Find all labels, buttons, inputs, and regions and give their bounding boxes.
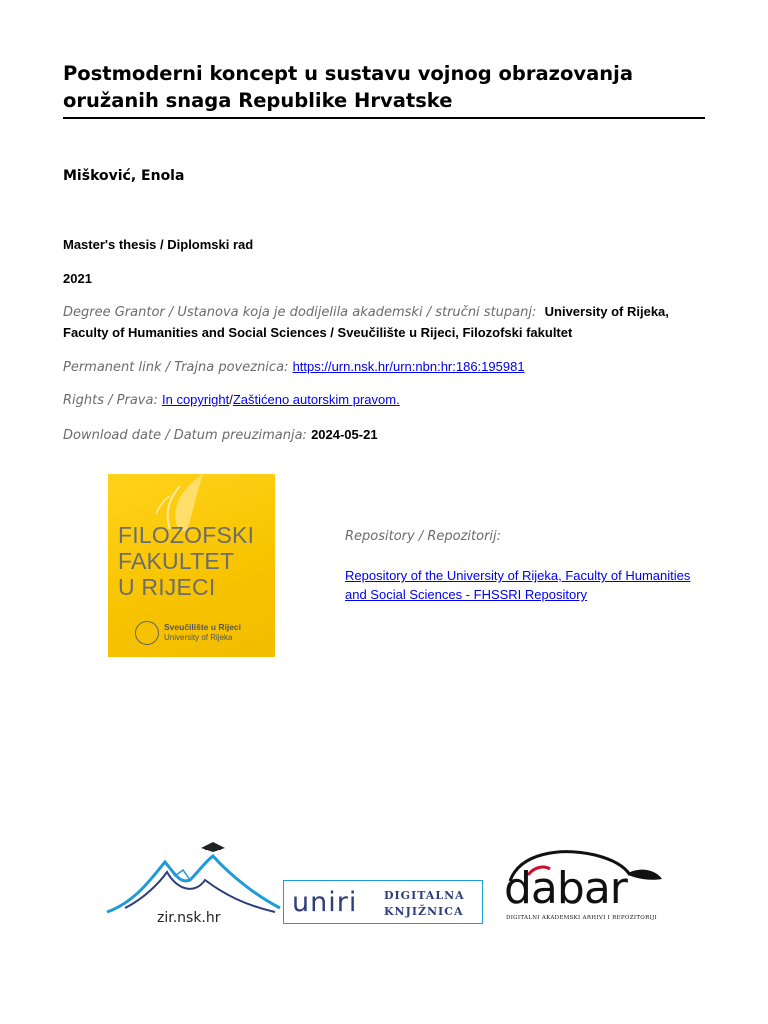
faculty-logo-university-en: University of Rijeka	[164, 633, 233, 642]
degree-grantor	[63, 302, 713, 344]
faculty-logo-line1: FILOZOFSKI	[118, 522, 255, 548]
title-divider	[63, 117, 705, 119]
uniri-digital-library-logo	[283, 880, 483, 924]
faculty-logo-line2: FAKULTET	[118, 548, 235, 574]
uniri-knjiznica: KNJIŽNICA	[384, 905, 464, 918]
download-date-value: 2024-05-21	[311, 427, 378, 442]
repository-label: Repository / Repozitorij:	[345, 529, 502, 544]
rights-label: Rights / Prava:	[63, 393, 158, 408]
thesis-year: 2021	[63, 271, 92, 286]
repository-link[interactable]: Repository of the University of Rijeka, Faculty of Humanities and Social Sciences - FHSSRI Repository	[345, 568, 691, 602]
permanent-link-label: Permanent link / Trajna poveznica:	[63, 360, 289, 375]
dabar-logo	[500, 845, 670, 930]
faculty-logo-line3: U RIJECI	[118, 574, 216, 600]
permanent-link	[63, 357, 713, 378]
rights-link-copyright[interactable]: In copyright	[161, 392, 230, 407]
author-name: Mišković, Enola	[63, 168, 185, 184]
dabar-wordmark: dabar	[504, 863, 627, 914]
rights-link-zasticeno[interactable]: Zaštićeno autorskim pravom.	[232, 392, 400, 407]
uniri-wordmark: uniri	[292, 887, 358, 918]
zir-text: zir.nsk.hr	[157, 910, 221, 926]
download-date	[63, 425, 713, 446]
thesis-type: Master's thesis / Diplomski rad	[63, 237, 254, 252]
faculty-logo-university-hr: Sveučilište u Rijeci	[164, 622, 242, 632]
uniri-digitalna: DIGITALNA	[384, 889, 465, 902]
degree-grantor-value: University of Rijeka, Faculty of Humanities and Social Sciences / Sveučilište u Rijeci, Filozofski fakultet	[63, 304, 669, 340]
degree-grantor-label: Degree Grantor / Ustanova koja je dodijelila akademski / stručni stupanj:	[63, 305, 537, 320]
download-date-label: Download date / Datum preuzimanja:	[63, 428, 307, 443]
rights	[63, 390, 713, 411]
permanent-link-url[interactable]: https://urn.nsk.hr/urn:nbn:hr:186:195981	[292, 359, 525, 374]
document-title: Postmoderni koncept u sustavu vojnog obrazovanja oružanih snaga Republike Hrvatske	[63, 62, 633, 112]
rights-separator: /	[229, 392, 233, 407]
zir-logo	[105, 840, 285, 930]
faculty-logo	[108, 474, 275, 657]
dabar-subtitle: DIGITALNI AKADEMSKI ARHIVI I REPOZITORIJI	[506, 915, 657, 921]
university-seal-icon	[135, 621, 159, 645]
